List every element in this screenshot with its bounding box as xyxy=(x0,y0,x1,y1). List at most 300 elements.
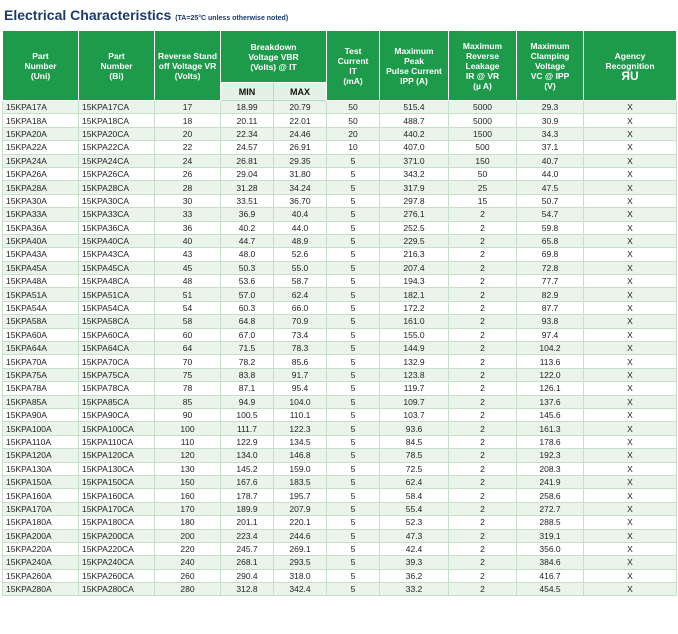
cell-vc: 59.8 xyxy=(517,221,584,234)
cell-ipp: 182.1 xyxy=(380,288,449,301)
cell-ir: 2 xyxy=(449,408,517,421)
table-row xyxy=(3,208,677,221)
cell-vr: 30 xyxy=(155,194,221,207)
cell-agency: X xyxy=(584,475,677,488)
cell-vbr-min: 29.04 xyxy=(221,167,274,180)
cell-vr: 24 xyxy=(155,154,221,167)
cell-ir: 2 xyxy=(449,368,517,381)
cell-vbr-max: 44.0 xyxy=(274,221,327,234)
cell-vc: 87.7 xyxy=(517,301,584,314)
cell-part-bi: 15KPA48CA xyxy=(79,275,155,288)
cell-ir: 150 xyxy=(449,154,517,167)
title-main: Electrical Characteristics xyxy=(4,7,172,23)
cell-ipp: 78.5 xyxy=(380,449,449,462)
cell-vbr-min: 189.9 xyxy=(221,502,274,515)
cell-vc: 288.5 xyxy=(517,516,584,529)
cell-vr: 51 xyxy=(155,288,221,301)
cell-vbr-min: 178.7 xyxy=(221,489,274,502)
cell-it: 5 xyxy=(327,489,380,502)
cell-agency: X xyxy=(584,542,677,555)
cell-it: 5 xyxy=(327,529,380,542)
cell-vbr-min: 57.0 xyxy=(221,288,274,301)
cell-vc: 30.9 xyxy=(517,114,584,127)
cell-part-bi: 15KPA160CA xyxy=(79,489,155,502)
table-row xyxy=(3,583,677,596)
cell-ir: 500 xyxy=(449,141,517,154)
cell-ir: 2 xyxy=(449,502,517,515)
cell-vbr-min: 245.7 xyxy=(221,542,274,555)
cell-ir: 5000 xyxy=(449,101,517,114)
cell-vbr-max: 22.01 xyxy=(274,114,327,127)
cell-part-bi: 15KPA33CA xyxy=(79,208,155,221)
table-row xyxy=(3,127,677,140)
cell-ipp: 515.4 xyxy=(380,101,449,114)
cell-vbr-max: 36.70 xyxy=(274,194,327,207)
title-note: (TA=25°C unless otherwise noted) xyxy=(175,15,289,22)
cell-part-uni: 15KPA160A xyxy=(3,489,79,502)
table-row xyxy=(3,395,677,408)
cell-part-bi: 15KPA43CA xyxy=(79,248,155,261)
cell-ir: 2 xyxy=(449,221,517,234)
table-row xyxy=(3,167,677,180)
cell-ipp: 36.2 xyxy=(380,569,449,582)
cell-vbr-max: 52.6 xyxy=(274,248,327,261)
cell-part-uni: 15KPA75A xyxy=(3,368,79,381)
cell-ir: 2 xyxy=(449,529,517,542)
cell-vbr-max: 244.6 xyxy=(274,529,327,542)
header-agency-recognition: Agency Recognition ЯU xyxy=(584,31,677,101)
cell-vbr-max: 159.0 xyxy=(274,462,327,475)
table-row xyxy=(3,475,677,488)
cell-ipp: 109.7 xyxy=(380,395,449,408)
cell-vc: 104.2 xyxy=(517,342,584,355)
cell-part-bi: 15KPA70CA xyxy=(79,355,155,368)
cell-vbr-min: 48.0 xyxy=(221,248,274,261)
cell-vbr-max: 48.9 xyxy=(274,234,327,247)
cell-vc: 44.0 xyxy=(517,167,584,180)
cell-vbr-min: 78.2 xyxy=(221,355,274,368)
cell-vr: 78 xyxy=(155,382,221,395)
cell-vr: 48 xyxy=(155,275,221,288)
cell-ir: 2 xyxy=(449,328,517,341)
table-row xyxy=(3,141,677,154)
cell-part-bi: 15KPA22CA xyxy=(79,141,155,154)
cell-ir: 2 xyxy=(449,516,517,529)
cell-ipp: 119.7 xyxy=(380,382,449,395)
cell-ipp: 488.7 xyxy=(380,114,449,127)
table-row xyxy=(3,342,677,355)
cell-part-bi: 15KPA26CA xyxy=(79,167,155,180)
cell-ir: 25 xyxy=(449,181,517,194)
cell-vc: 356.0 xyxy=(517,542,584,555)
cell-it: 5 xyxy=(327,462,380,475)
cell-it: 5 xyxy=(327,422,380,435)
cell-part-uni: 15KPA180A xyxy=(3,516,79,529)
cell-agency: X xyxy=(584,275,677,288)
cell-ir: 15 xyxy=(449,194,517,207)
cell-agency: X xyxy=(584,154,677,167)
cell-agency: X xyxy=(584,114,677,127)
header-part-uni: Part Number (Uni) xyxy=(3,31,79,101)
cell-ir: 2 xyxy=(449,462,517,475)
cell-ir: 2 xyxy=(449,422,517,435)
cell-ir: 2 xyxy=(449,569,517,582)
cell-ipp: 58.4 xyxy=(380,489,449,502)
cell-agency: X xyxy=(584,342,677,355)
cell-ir: 2 xyxy=(449,248,517,261)
cell-vr: 22 xyxy=(155,141,221,154)
cell-part-bi: 15KPA100CA xyxy=(79,422,155,435)
cell-vbr-min: 71.5 xyxy=(221,342,274,355)
cell-vbr-max: 58.7 xyxy=(274,275,327,288)
cell-vc: 50.7 xyxy=(517,194,584,207)
cell-it: 5 xyxy=(327,408,380,421)
cell-agency: X xyxy=(584,127,677,140)
cell-ipp: 371.0 xyxy=(380,154,449,167)
header-reverse-leakage: Maximum Reverse Leakage IR @ VR (µ A) xyxy=(449,31,517,101)
cell-ir: 2 xyxy=(449,489,517,502)
cell-part-bi: 15KPA260CA xyxy=(79,569,155,582)
cell-part-uni: 15KPA17A xyxy=(3,101,79,114)
table-row xyxy=(3,261,677,274)
header-clamping-voltage: Maximum Clamping Voltage VC @ IPP (V) xyxy=(517,31,584,101)
cell-it: 5 xyxy=(327,342,380,355)
cell-ipp: 55.4 xyxy=(380,502,449,515)
cell-part-bi: 15KPA28CA xyxy=(79,181,155,194)
cell-part-uni: 15KPA48A xyxy=(3,275,79,288)
cell-vbr-max: 73.4 xyxy=(274,328,327,341)
cell-part-bi: 15KPA85CA xyxy=(79,395,155,408)
cell-part-bi: 15KPA51CA xyxy=(79,288,155,301)
cell-part-bi: 15KPA170CA xyxy=(79,502,155,515)
cell-vc: 113.6 xyxy=(517,355,584,368)
cell-it: 5 xyxy=(327,395,380,408)
cell-ipp: 276.1 xyxy=(380,208,449,221)
cell-vbr-max: 134.5 xyxy=(274,435,327,448)
table-row xyxy=(3,542,677,555)
table-row xyxy=(3,328,677,341)
cell-agency: X xyxy=(584,194,677,207)
cell-vc: 34.3 xyxy=(517,127,584,140)
cell-vr: 100 xyxy=(155,422,221,435)
cell-it: 5 xyxy=(327,475,380,488)
cell-vc: 137.6 xyxy=(517,395,584,408)
cell-agency: X xyxy=(584,502,677,515)
cell-ir: 5000 xyxy=(449,114,517,127)
cell-vbr-max: 78.3 xyxy=(274,342,327,355)
table-row xyxy=(3,248,677,261)
cell-vbr-min: 20.11 xyxy=(221,114,274,127)
cell-part-bi: 15KPA200CA xyxy=(79,529,155,542)
cell-part-uni: 15KPA120A xyxy=(3,449,79,462)
cell-ipp: 216.3 xyxy=(380,248,449,261)
cell-part-uni: 15KPA220A xyxy=(3,542,79,555)
table-row xyxy=(3,355,677,368)
cell-vc: 416.7 xyxy=(517,569,584,582)
table-row xyxy=(3,449,677,462)
cell-vr: 75 xyxy=(155,368,221,381)
cell-vbr-max: 55.0 xyxy=(274,261,327,274)
cell-agency: X xyxy=(584,556,677,569)
cell-it: 5 xyxy=(327,502,380,515)
cell-agency: X xyxy=(584,141,677,154)
cell-part-bi: 15KPA280CA xyxy=(79,583,155,596)
cell-part-bi: 15KPA75CA xyxy=(79,368,155,381)
cell-vbr-max: 26.91 xyxy=(274,141,327,154)
cell-ir: 2 xyxy=(449,208,517,221)
cell-ipp: 103.7 xyxy=(380,408,449,421)
cell-vc: 37.1 xyxy=(517,141,584,154)
cell-part-uni: 15KPA240A xyxy=(3,556,79,569)
cell-part-bi: 15KPA78CA xyxy=(79,382,155,395)
cell-ipp: 47.3 xyxy=(380,529,449,542)
cell-vc: 241.9 xyxy=(517,475,584,488)
cell-it: 50 xyxy=(327,101,380,114)
cell-agency: X xyxy=(584,315,677,328)
cell-vbr-min: 268.1 xyxy=(221,556,274,569)
cell-part-bi: 15KPA60CA xyxy=(79,328,155,341)
cell-it: 5 xyxy=(327,516,380,529)
cell-vr: 85 xyxy=(155,395,221,408)
cell-it: 5 xyxy=(327,542,380,555)
cell-it: 5 xyxy=(327,435,380,448)
cell-vbr-max: 342.4 xyxy=(274,583,327,596)
table-row xyxy=(3,502,677,515)
cell-vr: 130 xyxy=(155,462,221,475)
cell-part-bi: 15KPA36CA xyxy=(79,221,155,234)
ul-logo-icon: ЯU xyxy=(621,68,639,83)
table-row xyxy=(3,529,677,542)
cell-vr: 280 xyxy=(155,583,221,596)
cell-vbr-min: 36.9 xyxy=(221,208,274,221)
table-row xyxy=(3,194,677,207)
cell-it: 5 xyxy=(327,208,380,221)
cell-it: 10 xyxy=(327,141,380,154)
cell-vr: 26 xyxy=(155,167,221,180)
cell-vbr-max: 146.8 xyxy=(274,449,327,462)
cell-ipp: 407.0 xyxy=(380,141,449,154)
cell-vbr-min: 60.3 xyxy=(221,301,274,314)
table-row xyxy=(3,516,677,529)
cell-part-bi: 15KPA54CA xyxy=(79,301,155,314)
cell-ipp: 161.0 xyxy=(380,315,449,328)
cell-it: 5 xyxy=(327,261,380,274)
cell-part-uni: 15KPA54A xyxy=(3,301,79,314)
cell-vbr-min: 223.4 xyxy=(221,529,274,542)
cell-ipp: 84.5 xyxy=(380,435,449,448)
cell-vbr-max: 293.5 xyxy=(274,556,327,569)
cell-vr: 220 xyxy=(155,542,221,555)
table-row xyxy=(3,101,677,114)
table-row xyxy=(3,422,677,435)
table-row xyxy=(3,556,677,569)
cell-vc: 72.8 xyxy=(517,261,584,274)
cell-ipp: 33.2 xyxy=(380,583,449,596)
cell-part-uni: 15KPA78A xyxy=(3,382,79,395)
cell-ir: 2 xyxy=(449,449,517,462)
cell-vr: 18 xyxy=(155,114,221,127)
cell-agency: X xyxy=(584,328,677,341)
cell-vr: 36 xyxy=(155,221,221,234)
cell-vbr-min: 134.0 xyxy=(221,449,274,462)
cell-vc: 54.7 xyxy=(517,208,584,221)
cell-part-uni: 15KPA200A xyxy=(3,529,79,542)
cell-part-uni: 15KPA170A xyxy=(3,502,79,515)
cell-vc: 178.6 xyxy=(517,435,584,448)
cell-vc: 192.3 xyxy=(517,449,584,462)
cell-ipp: 123.8 xyxy=(380,368,449,381)
cell-ipp: 229.5 xyxy=(380,234,449,247)
cell-part-uni: 15KPA30A xyxy=(3,194,79,207)
cell-vbr-min: 26.81 xyxy=(221,154,274,167)
cell-agency: X xyxy=(584,462,677,475)
table-row xyxy=(3,368,677,381)
cell-ipp: 343.2 xyxy=(380,167,449,180)
cell-vr: 45 xyxy=(155,261,221,274)
header-peak-pulse-current: Maximum Peak Pulse Current IPP (A) xyxy=(380,31,449,101)
cell-vbr-max: 31.80 xyxy=(274,167,327,180)
cell-part-bi: 15KPA220CA xyxy=(79,542,155,555)
cell-part-uni: 15KPA33A xyxy=(3,208,79,221)
cell-part-uni: 15KPA130A xyxy=(3,462,79,475)
cell-part-uni: 15KPA60A xyxy=(3,328,79,341)
cell-vc: 82.9 xyxy=(517,288,584,301)
cell-vbr-max: 269.1 xyxy=(274,542,327,555)
cell-part-uni: 15KPA26A xyxy=(3,167,79,180)
cell-vbr-max: 183.5 xyxy=(274,475,327,488)
cell-agency: X xyxy=(584,368,677,381)
cell-vbr-max: 40.4 xyxy=(274,208,327,221)
cell-part-uni: 15KPA110A xyxy=(3,435,79,448)
header-part-bi: Part Number (Bi) xyxy=(79,31,155,101)
cell-vc: 208.3 xyxy=(517,462,584,475)
cell-vbr-max: 318.0 xyxy=(274,569,327,582)
cell-part-bi: 15KPA17CA xyxy=(79,101,155,114)
cell-part-bi: 15KPA30CA xyxy=(79,194,155,207)
cell-agency: X xyxy=(584,516,677,529)
cell-vbr-min: 44.7 xyxy=(221,234,274,247)
table-row xyxy=(3,301,677,314)
table-row xyxy=(3,288,677,301)
cell-part-uni: 15KPA100A xyxy=(3,422,79,435)
cell-part-bi: 15KPA130CA xyxy=(79,462,155,475)
cell-part-bi: 15KPA120CA xyxy=(79,449,155,462)
cell-part-uni: 15KPA58A xyxy=(3,315,79,328)
cell-ir: 2 xyxy=(449,342,517,355)
cell-it: 50 xyxy=(327,114,380,127)
cell-agency: X xyxy=(584,181,677,194)
cell-vbr-min: 50.3 xyxy=(221,261,274,274)
header-test-current: Test Current IT (mA) xyxy=(327,31,380,101)
cell-ipp: 72.5 xyxy=(380,462,449,475)
cell-agency: X xyxy=(584,101,677,114)
cell-part-uni: 15KPA43A xyxy=(3,248,79,261)
cell-vc: 126.1 xyxy=(517,382,584,395)
cell-part-bi: 15KPA24CA xyxy=(79,154,155,167)
cell-vbr-min: 33.51 xyxy=(221,194,274,207)
cell-it: 5 xyxy=(327,288,380,301)
cell-it: 20 xyxy=(327,127,380,140)
cell-vc: 77.7 xyxy=(517,275,584,288)
cell-part-uni: 15KPA20A xyxy=(3,127,79,140)
cell-ipp: 297.8 xyxy=(380,194,449,207)
table-body xyxy=(3,101,677,596)
cell-agency: X xyxy=(584,583,677,596)
cell-vc: 145.6 xyxy=(517,408,584,421)
cell-ir: 2 xyxy=(449,542,517,555)
cell-ir: 2 xyxy=(449,275,517,288)
cell-part-uni: 15KPA64A xyxy=(3,342,79,355)
cell-part-uni: 15KPA45A xyxy=(3,261,79,274)
cell-ir: 1500 xyxy=(449,127,517,140)
cell-vbr-min: 31.28 xyxy=(221,181,274,194)
cell-vbr-min: 167.6 xyxy=(221,475,274,488)
cell-agency: X xyxy=(584,569,677,582)
cell-ipp: 39.3 xyxy=(380,556,449,569)
cell-agency: X xyxy=(584,208,677,221)
cell-it: 5 xyxy=(327,382,380,395)
cell-vbr-min: 67.0 xyxy=(221,328,274,341)
cell-ir: 2 xyxy=(449,315,517,328)
cell-part-bi: 15KPA180CA xyxy=(79,516,155,529)
cell-it: 5 xyxy=(327,181,380,194)
cell-ipp: 207.4 xyxy=(380,261,449,274)
cell-part-uni: 15KPA90A xyxy=(3,408,79,421)
cell-vbr-min: 83.8 xyxy=(221,368,274,381)
cell-vr: 43 xyxy=(155,248,221,261)
cell-agency: X xyxy=(584,288,677,301)
cell-ir: 2 xyxy=(449,234,517,247)
cell-vc: 454.5 xyxy=(517,583,584,596)
cell-part-uni: 15KPA24A xyxy=(3,154,79,167)
cell-vr: 17 xyxy=(155,101,221,114)
cell-agency: X xyxy=(584,395,677,408)
cell-part-uni: 15KPA260A xyxy=(3,569,79,582)
cell-vbr-max: 95.4 xyxy=(274,382,327,395)
header-vbr-max: MAX xyxy=(274,83,327,101)
cell-vbr-min: 22.34 xyxy=(221,127,274,140)
cell-it: 5 xyxy=(327,355,380,368)
cell-vbr-min: 145.2 xyxy=(221,462,274,475)
cell-ir: 2 xyxy=(449,583,517,596)
cell-part-uni: 15KPA40A xyxy=(3,234,79,247)
cell-ipp: 440.2 xyxy=(380,127,449,140)
cell-ir: 2 xyxy=(449,301,517,314)
cell-part-uni: 15KPA280A xyxy=(3,583,79,596)
cell-it: 5 xyxy=(327,194,380,207)
cell-agency: X xyxy=(584,489,677,502)
cell-vc: 93.8 xyxy=(517,315,584,328)
cell-vr: 110 xyxy=(155,435,221,448)
cell-ipp: 252.5 xyxy=(380,221,449,234)
cell-agency: X xyxy=(584,248,677,261)
cell-vbr-max: 70.9 xyxy=(274,315,327,328)
cell-vr: 260 xyxy=(155,569,221,582)
cell-vr: 20 xyxy=(155,127,221,140)
cell-it: 5 xyxy=(327,556,380,569)
cell-ir: 2 xyxy=(449,355,517,368)
cell-ipp: 144.9 xyxy=(380,342,449,355)
cell-vbr-min: 18.99 xyxy=(221,101,274,114)
cell-agency: X xyxy=(584,234,677,247)
cell-part-uni: 15KPA70A xyxy=(3,355,79,368)
table-row xyxy=(3,435,677,448)
cell-agency: X xyxy=(584,449,677,462)
cell-vbr-min: 94.9 xyxy=(221,395,274,408)
table-row xyxy=(3,489,677,502)
cell-agency: X xyxy=(584,529,677,542)
table-row xyxy=(3,569,677,582)
